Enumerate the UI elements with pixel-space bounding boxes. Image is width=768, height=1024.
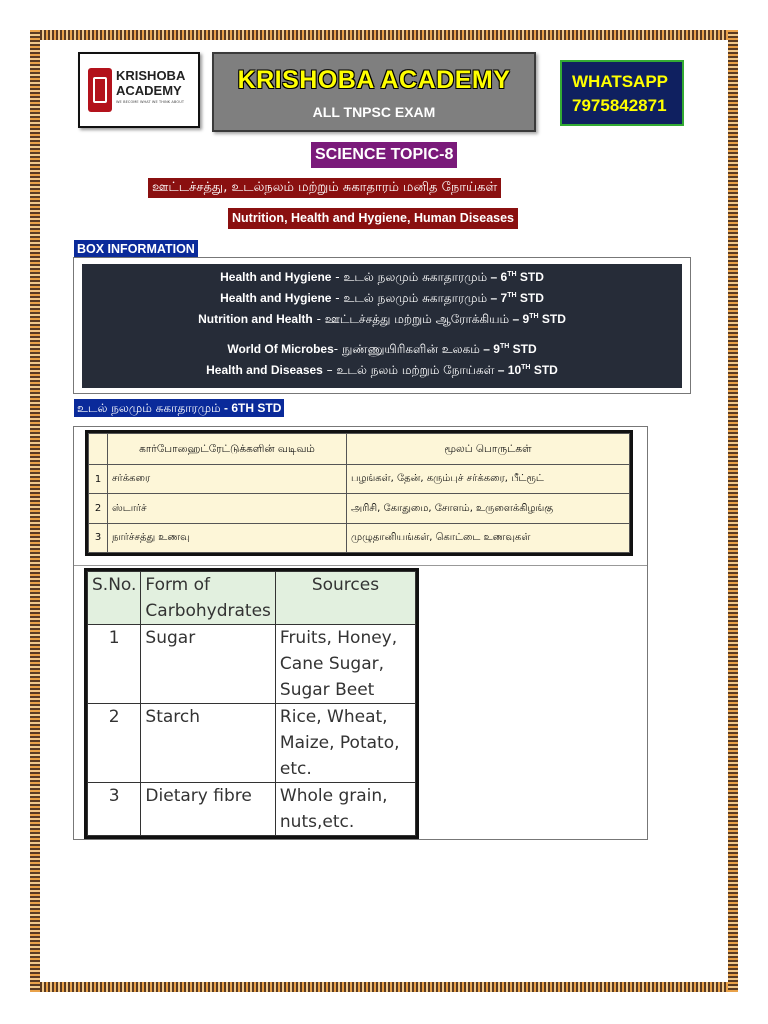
table-row <box>89 465 630 494</box>
table-cell: Whole grain, nuts,etc. <box>275 783 415 836</box>
info-line: Health and Diseases – உடல் நலம் மற்றும் நோய்கள் – 10TH STD <box>206 363 558 377</box>
content-divider <box>74 565 647 566</box>
info-line: Health and Hygiene - உடல் நலமும் சுகாதாரமும் – 7TH STD <box>220 291 544 305</box>
table-cell: சர்க்கரை <box>108 465 347 494</box>
title-banner <box>212 52 536 132</box>
box-info-label: BOX INFORMATION <box>74 240 198 258</box>
table-cell: பழங்கள், தேன், கரும்புச் சர்க்கரை, பீட்ரூட் <box>347 465 630 494</box>
table-cell: முழுதானியங்கள், கொட்டை உணவுகள் <box>347 523 630 552</box>
table-row <box>88 783 416 836</box>
info-line: World Of Microbes- நுண்ணுயிரிகளின் உலகம் – 9TH STD <box>227 342 537 356</box>
table-cell: Dietary fibre <box>141 783 275 836</box>
topic-title-english: Nutrition, Health and Hygiene, Human Diseases <box>228 208 518 229</box>
box-info-frame <box>73 257 691 394</box>
logo-tagline: WE BECOME WHAT WE THINK ABOUT <box>116 100 185 104</box>
table-row <box>88 625 416 704</box>
table-cell: நார்ச்சத்து உணவு <box>108 523 347 552</box>
table-cell: ஸ்டார்ச் <box>108 494 347 523</box>
table-cell: Fruits, Honey, Cane Sugar, Sugar Beet <box>275 625 415 704</box>
page-border-top <box>30 30 738 40</box>
table-cell: 3 <box>88 783 141 836</box>
info-line: Nutrition and Health - ஊட்டச்சத்து மற்றும் ஆரோக்கியம் – 9TH STD <box>198 312 566 326</box>
english-carbohydrate-table <box>87 571 416 836</box>
page-title: KRISHOBA ACADEMY <box>237 66 511 94</box>
table-header-cell: மூலப் பொருட்கள் <box>347 434 630 465</box>
table-cell: Rice, Wheat, Maize, Potato, etc. <box>275 704 415 783</box>
table-cell: Starch <box>141 704 275 783</box>
tamil-carbohydrate-table <box>88 433 630 553</box>
table-cell: 1 <box>88 625 141 704</box>
page-border-right <box>728 30 738 992</box>
box-info-panel <box>82 264 682 388</box>
page-border-bottom <box>30 982 738 992</box>
table-cell: 2 <box>88 704 141 783</box>
table-cell: 2 <box>89 494 108 523</box>
page-subtitle: ALL TNPSC EXAM <box>312 104 436 120</box>
topic-title-tamil: ஊட்டச்சத்து, உடல்நலம் மற்றும் சுகாதாரம் மனித நோய்கள் <box>148 178 501 198</box>
section-heading-6th: உடல் நலமும் சுகாதாரமும் - 6TH STD <box>74 399 284 417</box>
table-header-cell <box>89 434 108 465</box>
table-row <box>89 523 630 552</box>
table-row <box>88 704 416 783</box>
topic-label: SCIENCE TOPIC-8 <box>311 142 457 168</box>
content-frame <box>73 426 648 840</box>
table-row <box>89 494 630 523</box>
whatsapp-label: WHATSAPP <box>572 72 669 91</box>
table-cell: 3 <box>89 523 108 552</box>
table-cell: அரிசி, கோதுமை, சோளம், உருளைக்கிழங்கு <box>347 494 630 523</box>
whatsapp-number: 7975842871 <box>572 96 667 115</box>
table-header-cell: S.No. <box>88 572 141 625</box>
logo-line-1: KRISHOBA <box>116 68 186 83</box>
page-border-left <box>30 30 40 992</box>
academy-logo <box>78 52 200 128</box>
logo-name <box>116 68 200 98</box>
table-cell: 1 <box>89 465 108 494</box>
table-header-cell: கார்போஹைட்ரேட்டுக்களின் வடிவம் <box>108 434 347 465</box>
logo-emblem-icon <box>88 68 112 112</box>
table-header-cell: Sources <box>275 572 415 625</box>
info-line: Health and Hygiene - உடல் நலமும் சுகாதாரமும் – 6TH STD <box>220 270 544 284</box>
table-header-row <box>89 434 630 465</box>
table-header-cell: Form of Carbohydrates <box>141 572 275 625</box>
table-header-row <box>88 572 416 625</box>
whatsapp-box <box>560 60 684 126</box>
table-cell: Sugar <box>141 625 275 704</box>
logo-line-2: ACADEMY <box>116 83 182 98</box>
